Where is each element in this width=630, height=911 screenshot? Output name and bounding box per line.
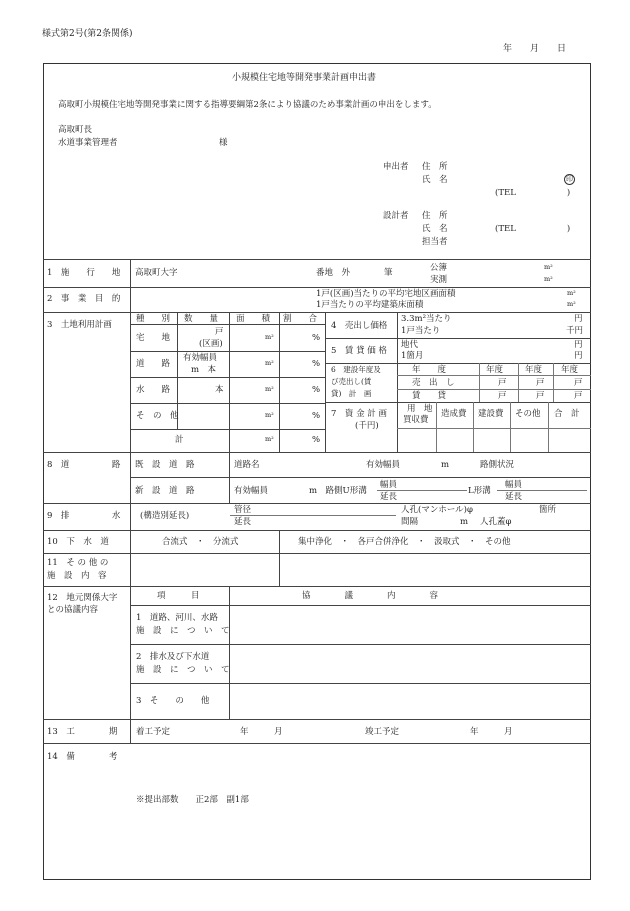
row6-label-c: 貸) 計 画 — [331, 389, 372, 398]
type-total: 計 — [175, 435, 184, 445]
row2-label: 2 事 業 目 的 — [47, 294, 121, 304]
row8-encho2: 延長 — [505, 492, 523, 502]
row10-options2: 集中浄化 ・ 各戸合併浄化 ・ 汲取式 ・ その他 — [298, 537, 511, 547]
row6-label-b: び売出し(賃 — [331, 377, 372, 386]
doro-m2: m² — [265, 359, 274, 367]
th-quantity: 数 量 — [184, 314, 219, 324]
intro-text: 高取町小規模住宅地等開発事業に関する指導要綱第2条により協議のため事業計画の申出をします。 — [58, 100, 437, 110]
row6-nendo1: 年度 — [486, 365, 504, 375]
row8-label: 8 道 路 — [47, 460, 121, 470]
type-takuchi: 宅 地 — [136, 333, 171, 343]
row9-hume: 人孔蓋φ — [480, 517, 512, 527]
addressee-water: 水道事業管理者 — [58, 138, 118, 148]
row6-nendo: 年 度 — [412, 365, 447, 375]
row8-yuko2: 有効幅員 — [234, 486, 269, 496]
row13-ym2: 年 月 — [470, 727, 513, 737]
row12-item1b: 施 設 に つ い て — [136, 626, 230, 636]
row1-location: 高取町大字 — [135, 268, 178, 278]
row12-item1a: 1 道路、河川、水路 — [136, 613, 218, 623]
row12-kyogi: 協 議 内 容 — [302, 591, 439, 601]
row2-unit2: m² — [567, 300, 576, 308]
form-frame — [43, 63, 591, 880]
date-line: 年 月 日 — [503, 44, 567, 54]
suiro-m2: m² — [265, 385, 274, 393]
row9-kasho: 箇所 — [539, 505, 557, 515]
row5-chidai: 地代 — [401, 340, 419, 350]
takuchi-m2: m² — [265, 333, 274, 341]
row14-label: 14 備 考 — [47, 752, 118, 762]
row6-nendo2: 年度 — [525, 365, 543, 375]
doro-unit2: m 本 — [191, 365, 217, 375]
row8-m: m — [441, 460, 450, 470]
row5-label: 5 賃 貸 価 格 — [331, 346, 388, 356]
addressee-mayor: 高取町長 — [58, 125, 93, 135]
row9-kozo: (構造別延長) — [140, 511, 190, 521]
row12-item2b: 施 設 に つ い て — [136, 665, 230, 675]
form-title: 小規模住宅地等開発事業計画申出書 — [232, 73, 377, 83]
row8-fukuin2: 幅員 — [505, 480, 523, 490]
row4-label: 4 売出し価格 — [331, 321, 388, 331]
row13-ym: 年 月 — [240, 727, 283, 737]
row1-banchi: 番地 外 筆 — [316, 268, 393, 278]
suiro-unit: 本 — [215, 385, 224, 395]
row3-label: 3 土地利用計画 — [47, 320, 112, 330]
row12-item3: 3 そ の 他 — [136, 696, 210, 706]
row7-label-b: (千円) — [355, 421, 379, 431]
row9-kankei: 管径 — [234, 505, 252, 515]
row4-per-house: 1戸当たり — [401, 326, 441, 336]
row7-sonota: その他 — [515, 409, 541, 419]
designer-address-label: 住 所 — [422, 211, 448, 221]
row9-label: 9 排 水 — [47, 511, 121, 521]
row8-ugawa: m 路側U形溝 — [309, 486, 367, 496]
row4-senen: 千円 — [566, 326, 584, 336]
row2-unit1: m² — [567, 289, 576, 297]
row6-ko2: 戸 — [536, 378, 545, 388]
row6-ko6: 戸 — [574, 391, 583, 401]
designer-label: 設計者 — [383, 211, 409, 221]
row6-ko5: 戸 — [536, 391, 545, 401]
form-number: 様式第2号(第2条関係) — [42, 29, 133, 39]
row6-ko1: 戸 — [498, 378, 507, 388]
row10-options: 合流式 ・ 分流式 — [162, 537, 239, 547]
doro-pct: % — [312, 359, 321, 369]
row9-encho: 延長 — [234, 517, 252, 527]
suiro-pct: % — [312, 385, 321, 395]
type-sonota: そ の 他 — [136, 411, 179, 421]
row9-hitoana: 人孔(マンホール)φ — [401, 505, 473, 515]
row1-jissoku: 実測 — [430, 275, 448, 285]
row13-label: 13 工 期 — [47, 727, 118, 737]
row5-yen1: 円 — [574, 340, 583, 350]
row9-m: m — [460, 517, 469, 527]
row12-label-a: 12 地元関係大字 — [47, 593, 118, 603]
takuchi-pct: % — [312, 333, 321, 343]
row7-zosei: 造成費 — [441, 409, 467, 419]
row12-item2a: 2 排水及び下水道 — [136, 652, 210, 662]
row8-roadname: 道路名 — [234, 460, 260, 470]
sonota-pct: % — [312, 411, 321, 421]
applicant-name-label: 氏 名 — [422, 175, 448, 185]
applicant-label: 申出者 — [383, 162, 409, 172]
row6-label-a: 6 建設年度及 — [331, 365, 381, 374]
row12-label-b: との協議内容 — [47, 605, 99, 615]
row14-note: ※提出部数 正2部 副1部 — [136, 795, 249, 805]
row6-uridashi: 売 出 し — [412, 378, 455, 388]
type-suiro: 水 路 — [136, 385, 171, 395]
row8-kisetsu: 既 設 道 路 — [135, 460, 195, 470]
row8-lgata: L形溝 — [468, 486, 491, 496]
row5-month: 1箇月 — [401, 351, 424, 361]
row11-label-b: 施 設 内 容 — [47, 571, 107, 581]
row1-unit2: m² — [544, 275, 553, 283]
row8-encho1: 延長 — [380, 492, 398, 502]
seal-mark: 印 — [566, 175, 573, 183]
applicant-address-label: 住 所 — [422, 162, 448, 172]
row8-yuko: 有効幅員 — [366, 460, 401, 470]
takuchi-unit2: (区画) — [199, 339, 223, 349]
th-type: 種 別 — [136, 314, 171, 324]
row11-label-a: 11 そ の 他 の — [47, 558, 109, 568]
addressee-honorific: 様 — [219, 138, 228, 148]
designer-name-label: 氏 名 — [422, 224, 448, 234]
row4-yen: 円 — [574, 314, 583, 324]
row6-ko4: 戸 — [498, 391, 507, 401]
row6-chintai: 賃 貸 — [412, 391, 447, 401]
row12-koumoku: 項 目 — [157, 591, 200, 601]
row8-fukuin1: 幅員 — [380, 480, 398, 490]
th-ratio: 割 合 — [283, 314, 318, 324]
designer-person-label: 担当者 — [422, 237, 448, 247]
row13-chakko: 着工予定 — [136, 727, 171, 737]
row1-label: 1 施 行 地 — [47, 268, 121, 278]
row8-status: 路側状況 — [480, 460, 515, 470]
row1-kobo: 公簿 — [430, 263, 448, 273]
row7-label-a: 7 資 金 計 画 — [331, 409, 388, 419]
row1-unit1: m² — [544, 263, 553, 271]
row8-shinsetsu: 新 設 道 路 — [135, 486, 195, 496]
row7-kensetsu: 建設費 — [478, 409, 504, 419]
total-pct: % — [312, 435, 321, 445]
row2-lot-area: 1戸(区画)当たりの平均宅地区画面積 — [316, 289, 456, 299]
row6-ko3: 戸 — [574, 378, 583, 388]
applicant-tel: (TEL ) — [495, 188, 571, 198]
row10-label: 10 下 水 道 — [47, 537, 109, 547]
takuchi-unit: 戸 — [215, 327, 224, 337]
row6-nendo3: 年度 — [561, 365, 579, 375]
total-m2: m² — [265, 435, 274, 443]
row5-yen2: 円 — [574, 351, 583, 361]
row7-yochi-a: 用 地 — [407, 404, 433, 414]
row4-per33: 3.3m²当たり — [401, 314, 452, 324]
row7-goukei: 合 計 — [554, 409, 580, 419]
row13-shunko: 竣工予定 — [365, 727, 400, 737]
row7-yochi-b: 買収費 — [403, 415, 429, 425]
doro-unit: 有効幅員 — [183, 353, 218, 363]
designer-tel: (TEL ) — [495, 224, 571, 234]
th-area: 面 積 — [236, 314, 271, 324]
sonota-m2: m² — [265, 411, 274, 419]
type-doro: 道 路 — [136, 359, 171, 369]
row2-floor-area: 1戸当たりの平均建築床面積 — [316, 300, 424, 310]
row9-kankaku: 間隔 — [401, 517, 419, 527]
